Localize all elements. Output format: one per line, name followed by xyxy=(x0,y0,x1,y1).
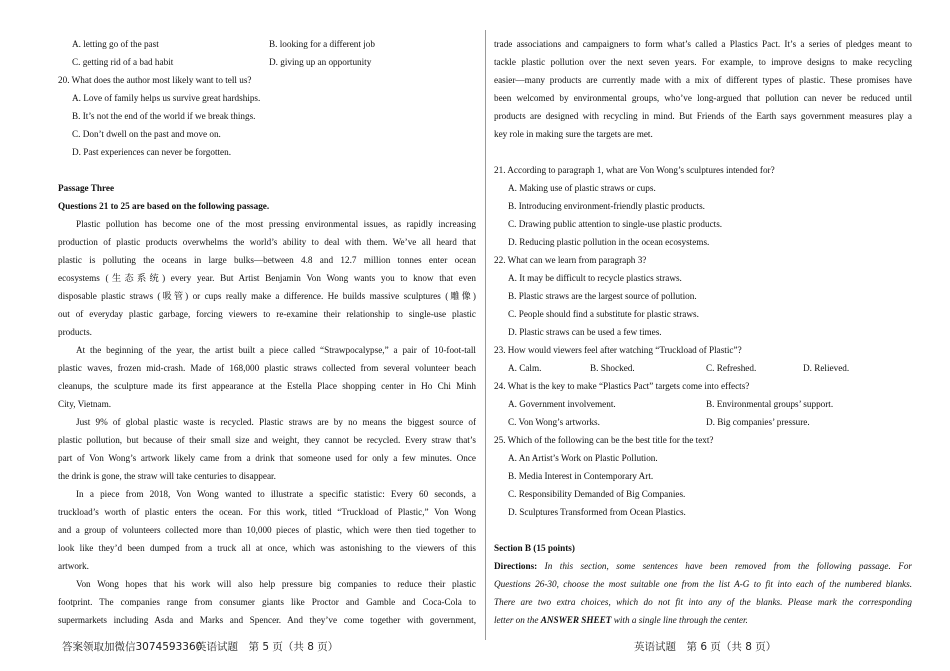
passage-line: products are designed with recycling in mind. But Friends of the Earth says government measures play a xyxy=(494,111,912,121)
q23-option-d[interactable]: D. Relieved. xyxy=(803,363,850,373)
q23-option-b[interactable]: B. Shocked. xyxy=(590,363,635,373)
q22-option-a[interactable]: A. It may be difficult to recycle plastics straws. xyxy=(508,273,682,283)
passage-line: At the beginning of the year, the artist built a piece called “Strawpocalypse,” a pair of 10-foot-tall xyxy=(76,345,476,355)
q20-option-c[interactable]: C. Don’t dwell on the past and move on. xyxy=(72,129,221,139)
section-b-title: Section B (15 points) xyxy=(494,543,575,553)
q25-stem: 25. Which of the following can be the best title for the text? xyxy=(494,435,714,445)
footer-page-6: 英语试题 第 6 页（共 8 页） xyxy=(634,641,777,653)
passage-line: supermarkets including Asda and Marks and Spencer. And they’ve come together with government, xyxy=(58,615,476,625)
q24-option-b[interactable]: B. Environmental groups’ support. xyxy=(706,399,834,409)
q21-stem: 21. According to paragraph 1, what are Von Wong’s sculptures intended for? xyxy=(494,165,775,175)
passage-line: and a group of volunteers collected more than 10,000 pieces of plastic, which were then tied together to xyxy=(58,525,476,535)
passage-line: plastic waves, frozen mid-crash. Made of 168,000 plastic straws collected from several volunteer beach xyxy=(58,363,476,373)
q20-option-d[interactable]: D. Past experiences can never be forgotten. xyxy=(72,147,232,157)
q24-options-row-2 xyxy=(494,416,912,428)
q19-option-a[interactable]: A. letting go of the past xyxy=(72,39,159,49)
passage-line: out of everyday plastic garbage, forcing viewers to re-examine their relationship to single-use plastic xyxy=(58,309,476,319)
q25-option-b[interactable]: B. Media Interest in Contemporary Art. xyxy=(508,471,654,481)
q25-option-c[interactable]: C. Responsibility Demanded of Big Companies. xyxy=(508,489,686,499)
directions-line xyxy=(494,560,912,572)
passage-line: tackle plastic pollution over the next seven years. For example, to improve designs to make recycling xyxy=(494,57,912,67)
q21-option-c[interactable]: C. Drawing public attention to single-use plastic products. xyxy=(508,219,723,229)
footer-watermark: 答案领取加微信3074593360 xyxy=(62,641,203,653)
q19-options-row-2 xyxy=(58,56,490,68)
q22-option-d[interactable]: D. Plastic straws can be used a few times. xyxy=(508,327,662,337)
passage-line: easier—many products are currently made with a mix of different types of plastic. These promises have xyxy=(494,75,912,85)
q20-option-b[interactable]: B. It’s not the end of the world if we break things. xyxy=(72,111,256,121)
passage-line: key role in making sure the targets are met. xyxy=(494,129,653,139)
passage-line: products. xyxy=(58,327,92,337)
q25-option-a[interactable]: A. An Artist’s Work on Plastic Pollution. xyxy=(508,453,658,463)
passage-line: trade associations and campaigners to form what’s called a Plastics Pact. It’s a series of pledges meant to xyxy=(494,39,912,49)
passage-line: City, Vietnam. xyxy=(58,399,112,409)
passage-line: plastic pollution, but because of their small size and weight, they cannot be recycled. Every straw that’s xyxy=(58,435,476,445)
q23-option-a[interactable]: A. Calm. xyxy=(508,363,542,373)
passage-three-instruction: Questions 21 to 25 are based on the following passage. xyxy=(58,201,270,211)
q24-option-a[interactable]: A. Government involvement. xyxy=(508,399,616,409)
q25-option-d[interactable]: D. Sculptures Transformed from Ocean Plastics. xyxy=(508,507,686,517)
answer-sheet-emphasis: ANSWER SHEET xyxy=(540,615,612,625)
q19-option-c[interactable]: C. getting rid of a bad habit xyxy=(72,57,174,67)
q24-stem: 24. What is the key to make “Plastics Pact” targets come into effects? xyxy=(494,381,750,391)
directions-line xyxy=(494,614,748,626)
column-divider xyxy=(485,30,486,640)
q19-options-row-1 xyxy=(58,38,490,50)
passage-line: been welcomed by environmental groups, who’ve long-argued that pollution can never be reduced until xyxy=(494,93,912,103)
q24-option-d[interactable]: D. Big companies’ pressure. xyxy=(706,417,810,427)
passage-line: cleanups, the sculpture made its first appearance at the Estella Place shopping center in Ho Chi Minh xyxy=(58,381,476,391)
passage-line: part of Von Wong’s artwork likely came from a drink that someone used for only a few minutes. Once xyxy=(58,453,476,463)
q22-stem: 22. What can we learn from paragraph 3? xyxy=(494,255,647,265)
passage-line: look like they’d been dumped from a truck all at once, which was astonishing to the viewers of this xyxy=(58,543,476,553)
q20-stem: 20. What does the author most likely want to tell us? xyxy=(58,75,252,85)
directions-line: Questions 26-30, choose the most suitable one from the list A-G to fit into each of the numbered blanks. xyxy=(494,579,912,589)
passage-line: Von Wong hopes that his work will also help pressure big companies to reduce their plastic xyxy=(76,579,476,589)
q20-option-a[interactable]: A. Love of family helps us survive great hardships. xyxy=(72,93,261,103)
directions-label: Directions: xyxy=(494,561,538,571)
q19-option-b[interactable]: B. looking for a different job xyxy=(269,39,375,49)
q21-option-d[interactable]: D. Reducing plastic pollution in the ocean ecosystems. xyxy=(508,237,710,247)
passage-line: production of plastic products overwhelms the world’s ability to deal with them. We’ve all heard that xyxy=(58,237,476,247)
passage-line: In a piece from 2018, Von Wong wanted to illustrate a specific statistic: Every 60 seconds, a xyxy=(76,489,476,499)
passage-line: artwork. xyxy=(58,561,89,571)
q23-stem: 23. How would viewers feel after watching “Truckload of Plastic”? xyxy=(494,345,742,355)
passage-three-title: Passage Three xyxy=(58,183,115,193)
q21-option-a[interactable]: A. Making use of plastic straws or cups. xyxy=(508,183,656,193)
directions-text: letter on the xyxy=(494,615,539,625)
q24-options-row-1 xyxy=(494,398,912,410)
q19-option-d[interactable]: D. giving up an opportunity xyxy=(269,57,372,67)
q23-option-c[interactable]: C. Refreshed. xyxy=(706,363,757,373)
q23-options-row xyxy=(494,362,912,374)
passage-line: Just 9% of global plastic waste is recycled. Plastic straws are by no means the biggest source of xyxy=(76,417,476,427)
passage-line: the drink is gone, the straw will take centuries to disappear. xyxy=(58,471,276,481)
q21-option-b[interactable]: B. Introducing environment-friendly plastic products. xyxy=(508,201,705,211)
passage-line: Plastic pollution has become one of the most pressing environmental issues, as rapidly increasing xyxy=(76,219,476,229)
passage-line: plastic is polluting the oceans in large bulks—between 4.8 and 12.7 million tonnes enter ocean xyxy=(58,255,476,265)
q22-option-c[interactable]: C. People should find a substitute for plastic straws. xyxy=(508,309,699,319)
passage-line: ecosystems (生态系统) every year. But Artist Benjamin Von Wong wants you to know that even xyxy=(58,273,476,283)
passage-line: truckload’s worth of plastic enters the ocean. For this work, titled “Truckload of Plastic,” Von Wong xyxy=(58,507,476,517)
q22-option-b[interactable]: B. Plastic straws are the largest source of pollution. xyxy=(508,291,697,301)
passage-line: disposable plastic straws (吸管) or cups really make a difference. He builds massive sculptures (雕像) xyxy=(58,291,476,301)
directions-text: with a single line through the center. xyxy=(613,615,748,625)
directions-text: In this section, some sentences have been removed from the following passage. For xyxy=(544,561,912,571)
footer-page-5: 英语试题 第 5 页（共 8 页） xyxy=(196,641,339,653)
q24-option-c[interactable]: C. Von Wong’s artworks. xyxy=(508,417,600,427)
passage-line: footprint. The companies range from consumer giants like Proctor and Gamble and Coca-Cola to xyxy=(58,597,476,607)
directions-line: There are two extra choices, which do not fit into any of the blanks. Please mark the corresponding xyxy=(494,597,912,607)
